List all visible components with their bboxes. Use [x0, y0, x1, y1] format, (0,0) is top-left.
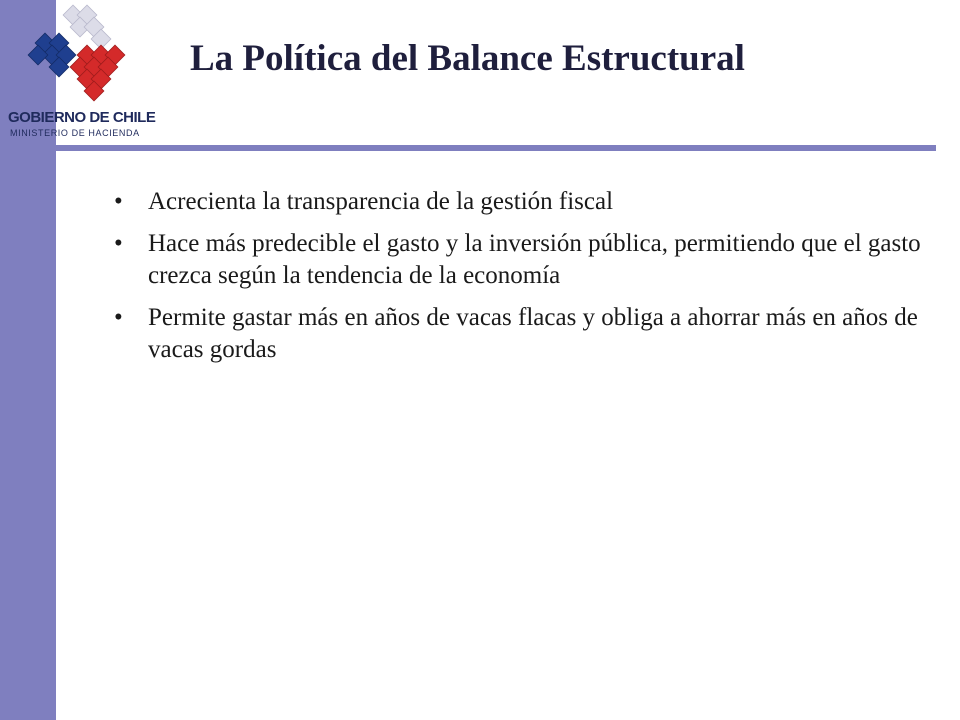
logo-subtitle: MINISTERIO DE HACIENDA: [10, 128, 140, 138]
logo-red-cubes: [70, 45, 125, 101]
logo-blue-cubes: [28, 33, 76, 77]
title-divider: [32, 145, 936, 151]
bullet-item: [110, 186, 930, 218]
bullet-marker: •: [114, 230, 123, 257]
logo-white-cubes: [63, 5, 111, 49]
bullet-item: [110, 302, 930, 366]
bullet-text: Permite gastar más en años de vacas flacas y obliga a ahorrar más en años de vacas gordas: [148, 304, 918, 363]
bullet-marker: •: [114, 188, 123, 215]
bullet-marker: •: [114, 304, 123, 331]
logo-title: GOBIERNO DE CHILE: [8, 109, 156, 126]
slide-title: La Política del Balance Estructural: [190, 38, 745, 79]
bullet-list: [110, 186, 930, 376]
bullet-item: [110, 228, 930, 292]
gobierno-de-chile-logo: [8, 4, 176, 144]
bullet-text: Acrecienta la transparencia de la gestión fiscal: [148, 188, 614, 215]
logo-cubes-icon: [26, 4, 138, 110]
bullet-text: Hace más predecible el gasto y la inversión pública, permitiendo que el gasto crezca según la tendencia de la economía: [148, 230, 921, 289]
